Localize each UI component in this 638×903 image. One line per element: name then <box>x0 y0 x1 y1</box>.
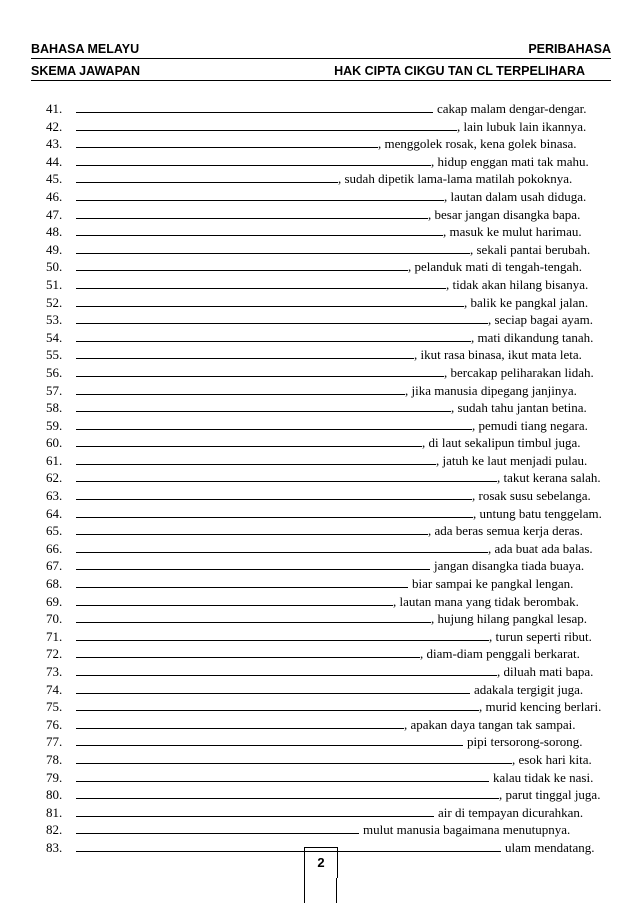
answer-blank <box>76 452 436 465</box>
item-number: 78. <box>46 751 63 767</box>
item-number: 83. <box>46 839 63 855</box>
list-item <box>46 645 616 663</box>
item-number: 50. <box>46 259 63 275</box>
proverb-ending: , pelanduk mati di tengah-tengah. <box>408 259 583 275</box>
item-number: 57. <box>46 382 63 398</box>
proverb-ending: , lautan dalam usah diduga. <box>444 188 587 204</box>
answer-blank <box>76 522 428 535</box>
proverb-list <box>46 100 616 857</box>
list-item <box>46 294 616 312</box>
proverb-ending: jangan disangka tiada buaya. <box>434 558 585 574</box>
list-item <box>46 223 616 241</box>
proverb-ending: , seciap bagai ayam. <box>488 312 594 328</box>
answer-blank <box>76 311 488 324</box>
answer-blank <box>76 751 512 764</box>
item-number: 75. <box>46 699 63 715</box>
answer-blank <box>76 540 488 553</box>
answer-blank <box>76 417 472 430</box>
proverb-ending: , mati dikandung tanah. <box>471 329 594 345</box>
proverb-ending: , ada beras semua kerja deras. <box>428 523 583 539</box>
answer-blank <box>76 628 489 641</box>
proverb-ending: , pemudi tiang negara. <box>472 417 588 433</box>
proverb-ending: , lautan mana yang tidak berombak. <box>393 593 579 609</box>
item-number: 71. <box>46 628 63 644</box>
proverb-ending: , jatuh ke laut menjadi pulau. <box>436 452 588 468</box>
item-number: 42. <box>46 118 63 134</box>
item-number: 62. <box>46 470 63 486</box>
answer-blank <box>76 276 446 289</box>
item-number: 63. <box>46 488 63 504</box>
proverb-ending: , parut tinggal juga. <box>499 787 601 803</box>
list-item <box>46 821 616 839</box>
answer-blank <box>76 364 444 377</box>
header-top <box>31 40 611 59</box>
item-number: 67. <box>46 558 63 574</box>
item-number: 49. <box>46 241 63 257</box>
list-item <box>46 628 616 646</box>
proverb-ending: , turun seperti ribut. <box>489 628 592 644</box>
list-item <box>46 733 616 751</box>
answer-scheme-label: SKEMA JAWAPAN <box>31 64 141 78</box>
proverb-ending: , sekali pantai berubah. <box>470 241 591 257</box>
answer-blank <box>76 804 434 817</box>
answer-blank <box>76 223 443 236</box>
page-number-frame-right <box>336 878 337 903</box>
copyright-label: HAK CIPTA CIKGU TAN CL TERPELIHARA <box>334 64 585 78</box>
answer-blank <box>76 382 405 395</box>
list-item <box>46 206 616 224</box>
answer-blank <box>76 663 497 676</box>
list-item <box>46 522 616 540</box>
proverb-ending: , untung batu tenggelam. <box>473 505 602 521</box>
proverb-ending: , di laut sekalipun timbul juga. <box>422 435 581 451</box>
answer-blank <box>76 135 378 148</box>
proverb-ending: , rosak susu sebelanga. <box>472 488 591 504</box>
answer-blank <box>76 716 404 729</box>
answer-blank <box>76 469 497 482</box>
answer-blank <box>76 681 470 694</box>
answer-blank <box>76 575 408 588</box>
item-number: 77. <box>46 734 63 750</box>
answer-blank <box>76 434 422 447</box>
list-item <box>46 804 616 822</box>
item-number: 44. <box>46 153 63 169</box>
proverb-ending: , besar jangan disangka bapa. <box>428 206 581 222</box>
answer-blank <box>76 645 420 658</box>
item-number: 76. <box>46 716 63 732</box>
answer-blank <box>76 206 428 219</box>
proverb-ending: , diluah mati bapa. <box>497 664 594 679</box>
page-number: 2 <box>304 847 338 878</box>
item-number: 47. <box>46 206 63 222</box>
proverb-ending: , sudah dipetik lama-lama matilah pokoknya. <box>338 171 573 187</box>
item-number: 64. <box>46 505 63 521</box>
item-number: 82. <box>46 822 63 838</box>
list-item <box>46 329 616 347</box>
answer-blank <box>76 153 431 166</box>
proverb-ending: mulut manusia bagaimana menutupnya. <box>363 822 571 838</box>
item-number: 66. <box>46 540 63 556</box>
list-item <box>46 382 616 400</box>
item-number: 55. <box>46 347 63 363</box>
answer-blank <box>76 170 338 183</box>
answer-blank <box>76 188 444 201</box>
list-item <box>46 575 616 593</box>
proverb-ending: , balik ke pangkal jalan. <box>464 294 589 310</box>
list-item <box>46 311 616 329</box>
proverb-ending: , esok hari kita. <box>512 751 592 767</box>
list-item <box>46 663 616 681</box>
answer-blank <box>76 769 489 782</box>
answer-blank <box>76 346 414 359</box>
list-item <box>46 452 616 470</box>
list-item <box>46 170 616 188</box>
answer-blank <box>76 610 431 623</box>
item-number: 45. <box>46 171 63 187</box>
page-number-frame-left <box>304 878 305 903</box>
list-item <box>46 505 616 523</box>
answer-blank <box>76 294 464 307</box>
list-item <box>46 118 616 136</box>
list-item <box>46 593 616 611</box>
list-item <box>46 188 616 206</box>
item-number: 56. <box>46 364 63 380</box>
subject-title: BAHASA MELAYU <box>31 42 140 56</box>
list-item <box>46 469 616 487</box>
proverb-ending: , takut kerana salah. <box>497 470 601 486</box>
answer-blank <box>76 487 472 500</box>
proverb-ending: , hujung hilang pangkal lesap. <box>431 611 587 627</box>
list-item <box>46 276 616 294</box>
answer-blank <box>76 505 473 518</box>
proverb-ending: , bercakap peliharakan lidah. <box>444 364 594 380</box>
answer-blank <box>76 241 470 254</box>
proverb-ending: , lain lubuk lain ikannya. <box>457 118 587 134</box>
answer-blank <box>76 786 499 799</box>
item-number: 79. <box>46 769 63 785</box>
list-item <box>46 557 616 575</box>
list-item <box>46 153 616 171</box>
proverb-ending: , jika manusia dipegang janjinya. <box>405 382 577 398</box>
proverb-ending: , apakan daya tangan tak sampai. <box>404 716 576 732</box>
item-number: 54. <box>46 329 63 345</box>
list-item <box>46 786 616 804</box>
item-number: 74. <box>46 681 63 697</box>
answer-blank <box>76 329 471 342</box>
list-item <box>46 751 616 769</box>
list-item <box>46 364 616 382</box>
proverb-ending: , diam-diam penggali berkarat. <box>420 646 580 662</box>
proverb-ending: , hidup enggan mati tak mahu. <box>431 153 589 169</box>
item-number: 53. <box>46 312 63 328</box>
proverb-ending: pipi tersorong-sorong. <box>467 734 583 750</box>
list-item <box>46 100 616 118</box>
list-item <box>46 346 616 364</box>
item-number: 73. <box>46 664 63 679</box>
list-item <box>46 540 616 558</box>
item-number: 48. <box>46 224 63 240</box>
item-number: 59. <box>46 417 63 433</box>
answer-blank <box>76 698 479 711</box>
answer-blank <box>76 733 463 746</box>
answer-blank <box>76 258 408 271</box>
item-number: 58. <box>46 400 63 416</box>
answer-blank <box>76 593 393 606</box>
item-number: 68. <box>46 576 63 592</box>
answer-blank <box>76 399 451 412</box>
proverb-ending: adakala tergigit juga. <box>474 681 584 697</box>
list-item <box>46 258 616 276</box>
item-number: 51. <box>46 276 63 292</box>
topic-title: PERIBAHASA <box>528 42 611 56</box>
proverb-ending: biar sampai ke pangkal lengan. <box>412 576 574 592</box>
item-number: 43. <box>46 136 63 152</box>
list-item <box>46 681 616 699</box>
item-number: 52. <box>46 294 63 310</box>
proverb-ending: air di tempayan dicurahkan. <box>438 804 584 820</box>
item-number: 70. <box>46 611 63 627</box>
proverb-ending: ulam mendatang. <box>505 839 595 855</box>
answer-blank <box>76 557 430 570</box>
answer-blank <box>76 839 501 852</box>
item-number: 80. <box>46 787 63 803</box>
list-item <box>46 434 616 452</box>
list-item <box>46 610 616 628</box>
proverb-ending: kalau tidak ke nasi. <box>493 769 594 785</box>
answer-blank <box>76 100 433 113</box>
proverb-ending: , ikut rasa binasa, ikut mata leta. <box>414 347 582 363</box>
list-item <box>46 399 616 417</box>
list-item <box>46 716 616 734</box>
item-number: 61. <box>46 452 63 468</box>
list-item <box>46 135 616 153</box>
list-item <box>46 769 616 787</box>
item-number: 65. <box>46 523 63 539</box>
list-item <box>46 487 616 505</box>
proverb-ending: , ada buat ada balas. <box>488 540 593 556</box>
item-number: 46. <box>46 188 63 204</box>
item-number: 60. <box>46 435 63 451</box>
proverb-ending: cakap malam dengar-dengar. <box>437 101 587 116</box>
proverb-ending: , tidak akan hilang bisanya. <box>446 276 589 292</box>
list-item <box>46 698 616 716</box>
list-item <box>46 417 616 435</box>
item-number: 72. <box>46 646 63 662</box>
answer-blank <box>76 118 457 131</box>
item-number: 41. <box>46 101 63 116</box>
proverb-ending: , menggolek rosak, kena golek binasa. <box>378 136 577 152</box>
answer-blank <box>76 821 359 834</box>
list-item <box>46 241 616 259</box>
proverb-ending: , masuk ke mulut harimau. <box>443 224 582 240</box>
proverb-ending: , sudah tahu jantan betina. <box>451 400 587 416</box>
item-number: 69. <box>46 593 63 609</box>
proverb-ending: , murid kencing berlari. <box>479 699 602 715</box>
header-bottom <box>31 62 611 81</box>
item-number: 81. <box>46 804 63 820</box>
